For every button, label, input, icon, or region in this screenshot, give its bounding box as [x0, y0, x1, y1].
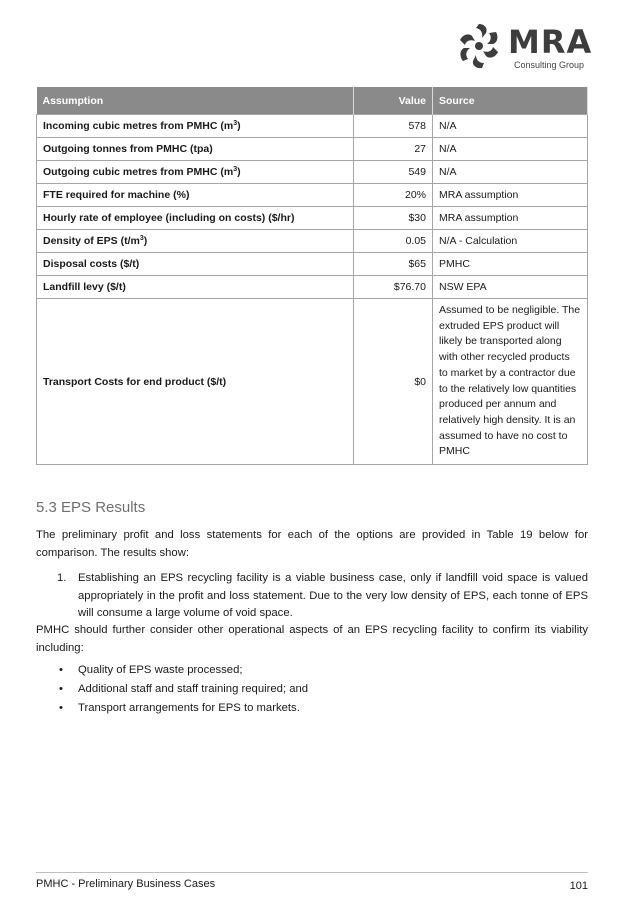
footer-divider	[36, 872, 588, 873]
table-header-row	[37, 87, 588, 115]
cell-source: N/A	[433, 138, 588, 161]
table-row	[37, 161, 588, 184]
list-item: • Quality of EPS waste processed;	[36, 661, 308, 680]
table-row	[37, 115, 588, 138]
cell-source: MRA assumption	[433, 184, 588, 207]
cell-source: PMHC	[433, 253, 588, 276]
cell-assumption: Density of EPS $(t/m^3)$	[37, 230, 354, 253]
cell-assumption: Incoming cubic metres from PMHC $(m^3)$	[37, 115, 354, 138]
bullet-list	[36, 661, 308, 718]
cell-source: N/A - Calculation	[433, 230, 588, 253]
cell-source: Assumed to be negligible. The extruded EPS product will likely be transported along with other recycled products to market by a contractor due to the relatively low quantities produced per annum and relatively high density. It is an assumed to have no cost to PMHC	[433, 299, 588, 465]
cell-assumption: Landfill levy ($/t)	[37, 276, 354, 299]
cell-assumption: Outgoing cubic metres from PMHC $(m^3)$	[37, 161, 354, 184]
logo-subtitle: Consulting Group	[514, 60, 585, 70]
cell-value: $65	[354, 253, 433, 276]
bullet-icon: •	[59, 683, 63, 695]
assumptions-table	[36, 87, 588, 465]
table-row	[37, 299, 588, 465]
header-source: Source	[433, 87, 588, 115]
list-number: 1.	[57, 572, 67, 584]
page-number: 101	[569, 880, 588, 892]
header-value: Value	[354, 87, 433, 115]
list-item: • Additional staff and staff training required; and	[36, 680, 308, 699]
cell-value: 549	[354, 161, 433, 184]
cell-source: NSW EPA	[433, 276, 588, 299]
cell-source: N/A	[433, 115, 588, 138]
bullet-icon: •	[59, 664, 63, 676]
cell-value: 20%	[354, 184, 433, 207]
table-row	[37, 230, 588, 253]
cell-assumption: Transport Costs for end product ($/t)	[37, 299, 354, 465]
list-item-text: Establishing an EPS recycling facility is a viable business case, only if landfill void space is valued appropriately in the profit and loss statement. Due to the very low density of EPS, each tonne of EPS will consume a large volume of void space.	[78, 572, 588, 619]
cell-value: $0	[354, 299, 433, 465]
cell-assumption: Hourly rate of employee (including on costs) ($/hr)	[37, 207, 354, 230]
bullet-icon: •	[59, 702, 63, 714]
table-row	[37, 207, 588, 230]
table-row	[37, 184, 588, 207]
footer-title: PMHC - Preliminary Business Cases	[36, 878, 216, 890]
mra-swirl-logo-icon	[452, 20, 506, 72]
header-assumption: Assumption	[37, 87, 354, 115]
cell-value: $76.70	[354, 276, 433, 299]
body-paragraph: PMHC should further consider other operational aspects of an EPS recycling facility to confirm its viability including:	[36, 624, 588, 654]
company-logo	[452, 20, 592, 76]
numbered-list-item	[57, 570, 588, 623]
cell-assumption: Disposal costs ($/t)	[37, 253, 354, 276]
cell-value: $30	[354, 207, 433, 230]
table-row	[37, 253, 588, 276]
cell-source: MRA assumption	[433, 207, 588, 230]
table-row	[37, 276, 588, 299]
cell-value: 27	[354, 138, 433, 161]
table-row	[37, 138, 588, 161]
cell-assumption: FTE required for machine (%)	[37, 184, 354, 207]
logo-wordmark: MRA	[508, 23, 593, 61]
intro-paragraph: The preliminary profit and loss statements for each of the options are provided in Table 19 below for comparison. The results show:	[36, 529, 588, 559]
cell-assumption: Outgoing tonnes from PMHC (tpa)	[37, 138, 354, 161]
list-item: • Transport arrangements for EPS to markets.	[36, 699, 308, 718]
cell-value: 578	[354, 115, 433, 138]
cell-source: N/A	[433, 161, 588, 184]
cell-value: 0.05	[354, 230, 433, 253]
section-heading: 5.3 EPS Results	[36, 499, 146, 516]
